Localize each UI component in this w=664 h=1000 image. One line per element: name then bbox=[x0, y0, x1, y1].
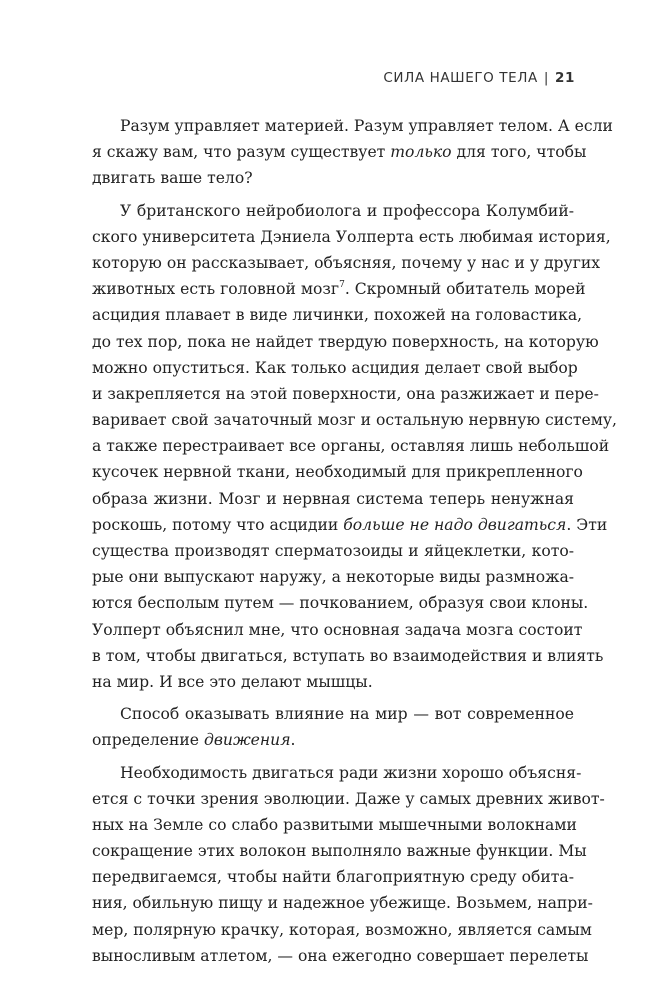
text-run: я скажу вам, что разум существует bbox=[92, 143, 391, 162]
text-line: которую он рассказывает, объясняя, почему у нас и у других bbox=[92, 253, 601, 272]
text-line: ных на Земле со слабо развитыми мышечными волокнами bbox=[92, 815, 577, 834]
page-number: 21 bbox=[555, 70, 575, 86]
paragraph-2 bbox=[92, 198, 617, 696]
text-line: Уолперт объяснил мне, что основная задача мозга состоит bbox=[92, 620, 583, 639]
text-run: . Скромный обитатель морей bbox=[344, 280, 586, 299]
text-run: роскошь, потому что асцидии bbox=[92, 515, 344, 534]
running-head bbox=[383, 70, 575, 86]
text-line bbox=[92, 139, 587, 165]
text-line: кусочек нервной ткани, необходимый для прикрепленного bbox=[92, 463, 583, 482]
emphasis: только bbox=[390, 143, 452, 162]
text-line: ния, обильную пищу и надежное убежище. Возьмем, напри- bbox=[92, 894, 593, 913]
text-line: У британского нейробиолога и профессора Колумбий- bbox=[120, 201, 574, 220]
text-line: существа производят сперматозоиды и яйцеклетки, кото- bbox=[92, 542, 574, 560]
paragraph-1 bbox=[92, 113, 613, 192]
text-line: а также перестраивает все органы, оставляя лишь небольшой bbox=[92, 437, 610, 456]
text-line: на мир. И все это делают мышцы. bbox=[92, 672, 373, 691]
text-line: варивает свой зачаточный мозг и остальную нервную систему, bbox=[92, 411, 617, 430]
text-line: до тех пор, пока не найдет твердую поверхность, на которую bbox=[92, 332, 599, 351]
paragraph-4 bbox=[92, 760, 605, 970]
text-line: сокращение этих волокон выполняло важные функции. Мы bbox=[92, 842, 587, 861]
text-line: мер, полярную крачку, которая, возможно, является самым bbox=[92, 920, 592, 939]
text-line: Способ оказывать влияние на мир — вот современное bbox=[120, 705, 574, 724]
text-run: животных есть головной мозг bbox=[92, 280, 340, 299]
header-separator: | bbox=[543, 70, 549, 86]
text-line bbox=[92, 727, 574, 753]
text-line bbox=[92, 276, 586, 302]
text-line: передвигаемся, чтобы найти благоприятную среду обита- bbox=[92, 868, 574, 887]
text-run: определение bbox=[92, 731, 204, 750]
text-line: ского университета Дэниела Уолперта есть любимая история, bbox=[92, 227, 611, 246]
text-line: Необходимость двигаться ради жизни хорошо объясня- bbox=[120, 763, 582, 782]
emphasis: движения bbox=[203, 731, 291, 750]
emphasis: больше не надо двигаться bbox=[343, 515, 567, 534]
running-title: СИЛА НАШЕГО ТЕЛА bbox=[383, 70, 538, 86]
paragraph-3 bbox=[92, 701, 574, 753]
text-run: . bbox=[290, 731, 296, 750]
text-line: двигать ваше тело? bbox=[92, 169, 253, 188]
text-line: в том, чтобы двигаться, вступать во взаимодействия и влиять bbox=[92, 646, 604, 665]
text-line: Разум управляет материей. Разум управляет телом. А если bbox=[120, 117, 613, 135]
text-line: образа жизни. Мозг и нервная система теперь ненужная bbox=[92, 489, 574, 508]
text-line: можно опуститься. Как только асцидия делает свой выбор bbox=[92, 358, 578, 377]
text-line: ется с точки зрения эволюции. Даже у самых древних живот- bbox=[92, 789, 605, 808]
footnote-marker[interactable]: 7 bbox=[339, 280, 345, 291]
text-line: ются бесполым путем — почкованием, образуя свои клоны. bbox=[92, 594, 589, 613]
text-line: рые они выпускают наружу, а некоторые виды размножа- bbox=[92, 568, 575, 587]
text-line: выносливым атлетом, — она ежегодно совершает перелеты bbox=[92, 946, 589, 965]
text-line bbox=[92, 512, 608, 538]
text-line: и закрепляется на этой поверхности, она разжижает и пере- bbox=[92, 384, 599, 403]
text-line: асцидия плавает в виде личинки, похожей на головастика, bbox=[92, 306, 583, 325]
body-text bbox=[92, 113, 617, 969]
text-run: для того, чтобы bbox=[451, 143, 587, 162]
text-run: . Эти bbox=[566, 515, 608, 534]
